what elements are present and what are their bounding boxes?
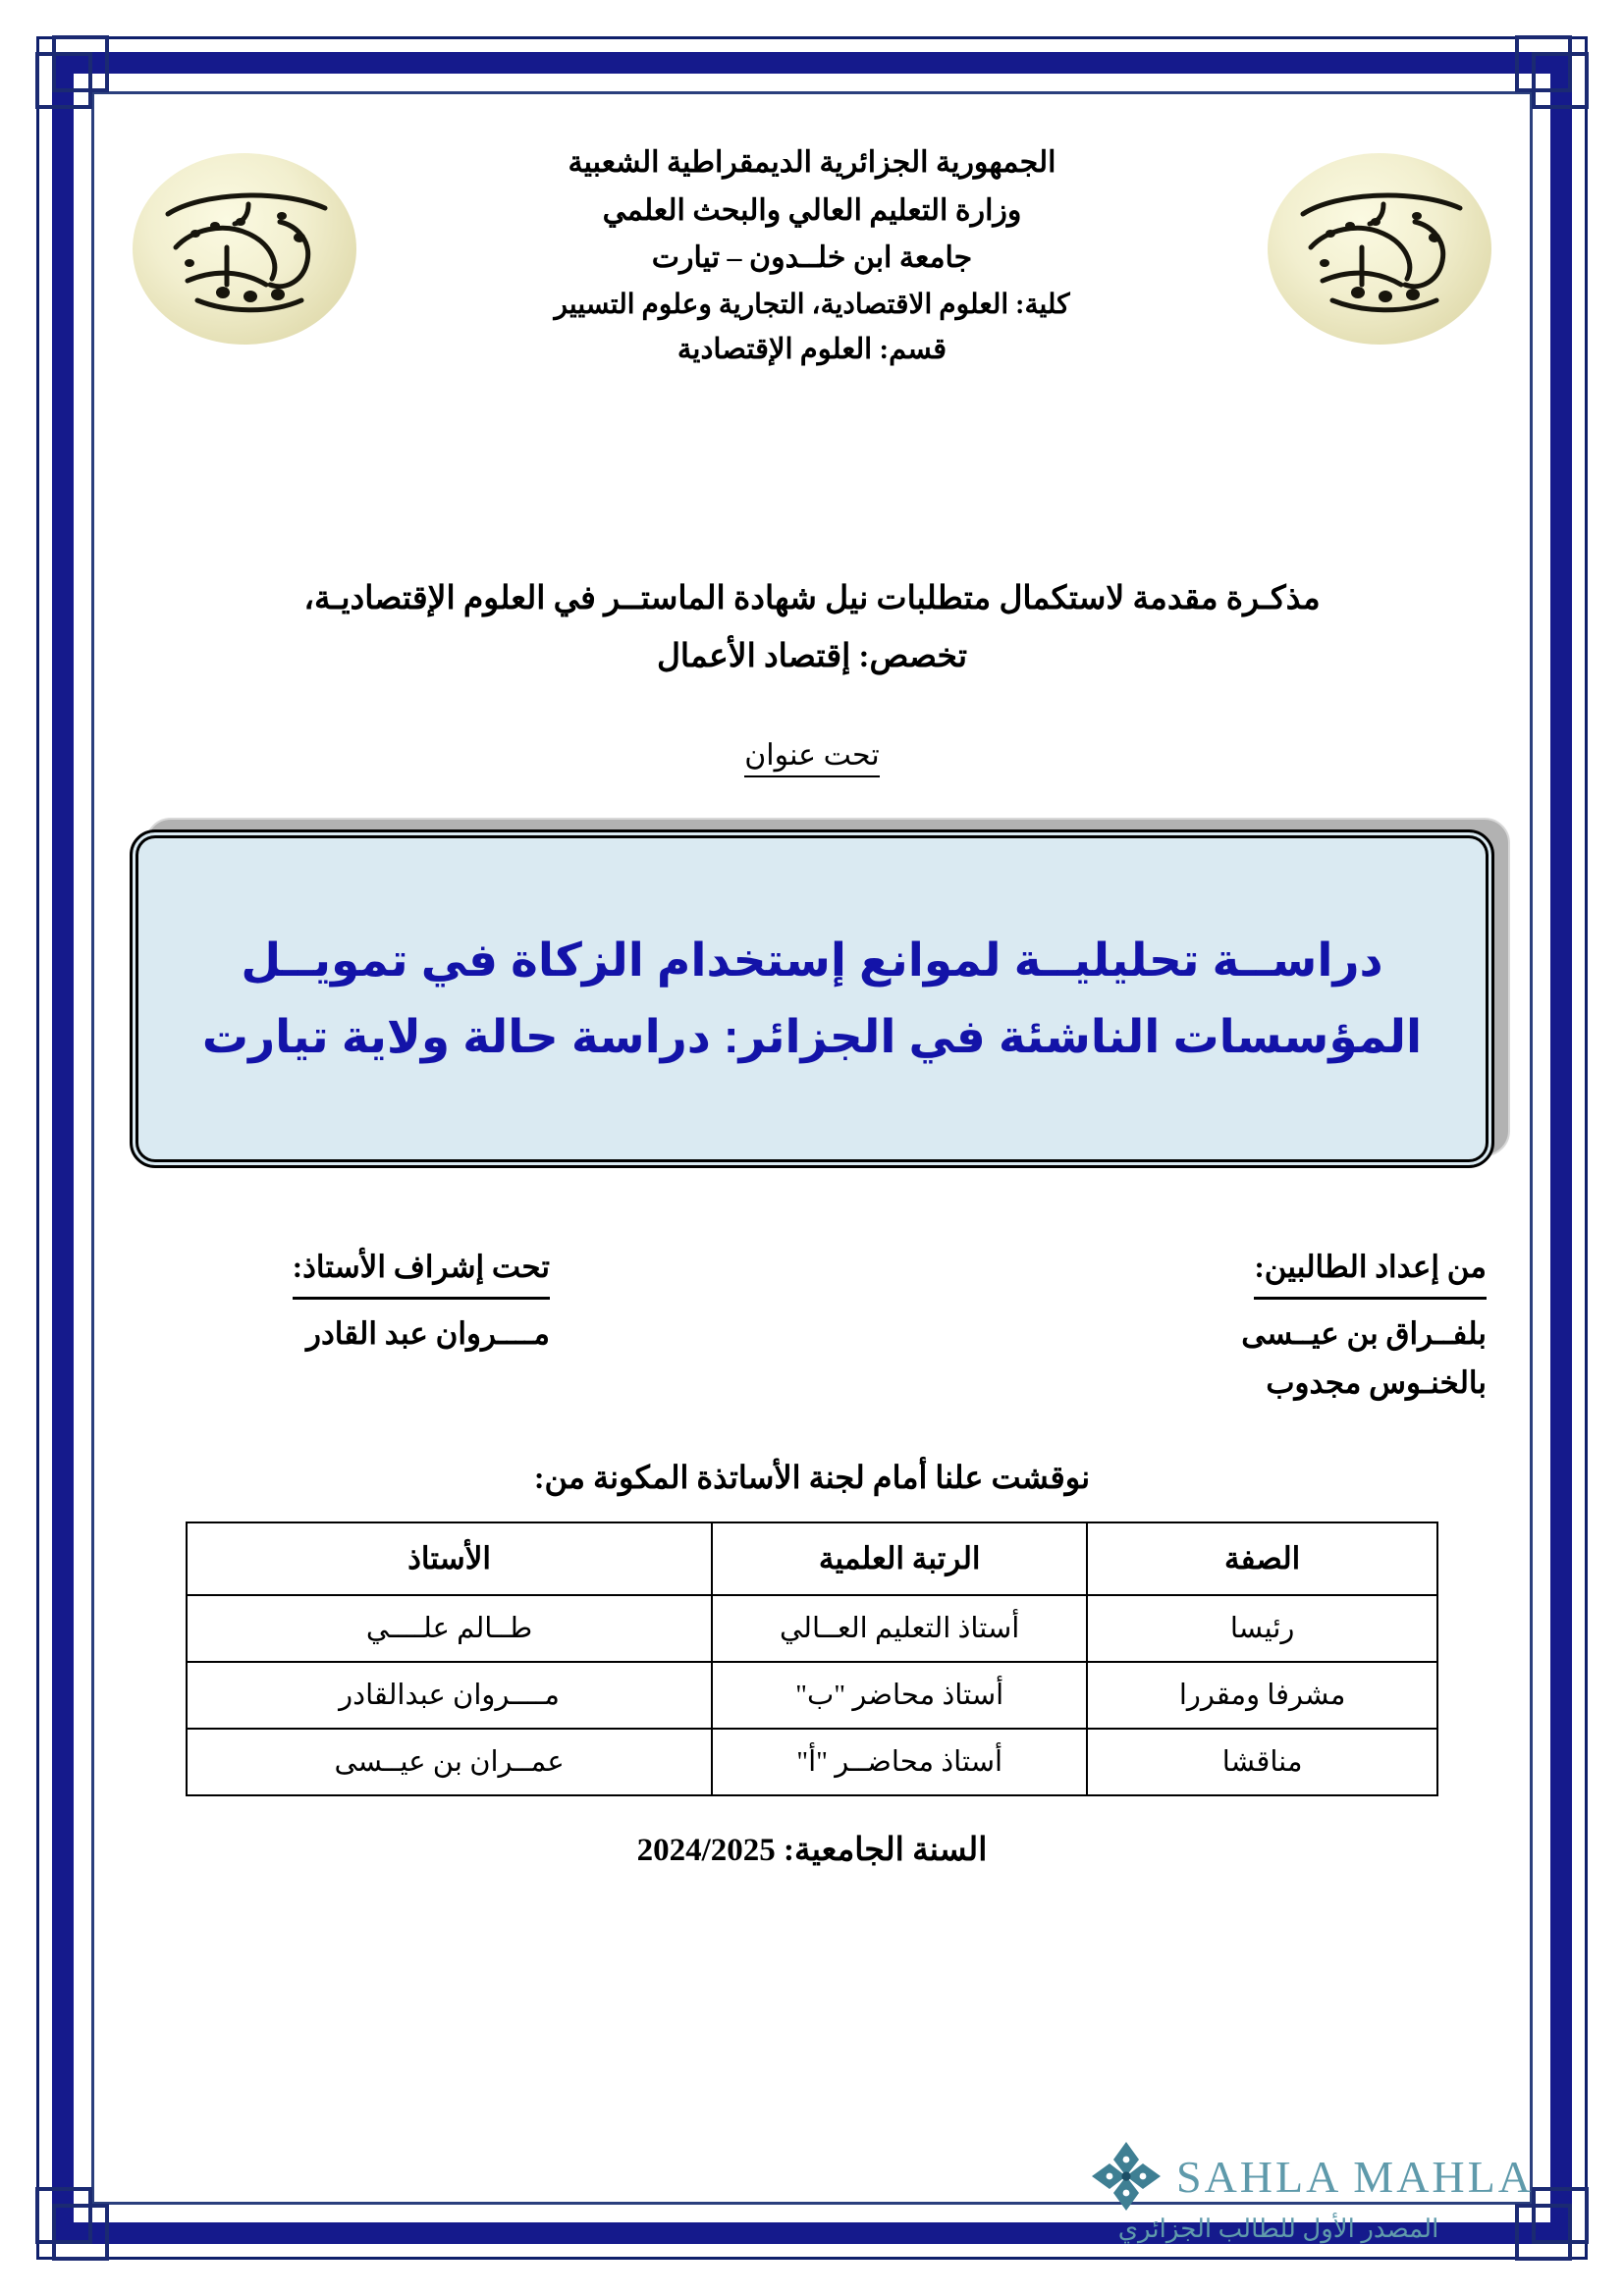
degree-statement xyxy=(108,571,1516,685)
faculty-line: كلية: العلوم الاقتصادية، التجارية وعلوم التسيير xyxy=(554,289,1070,320)
jury-role-1: رئيسا xyxy=(1087,1595,1437,1662)
people-section xyxy=(108,1243,1516,1449)
table-row xyxy=(187,1662,1437,1729)
thesis-title-line-2: المؤسسات الناشئة في الجزائر: دراسة حالة ولاية تيارت xyxy=(201,1010,1423,1062)
under-title-text: تحت عنوان xyxy=(744,739,880,777)
corner-ornament-bottom-left-a xyxy=(52,2204,109,2261)
university-logo-left xyxy=(133,153,356,345)
table-row xyxy=(187,1595,1437,1662)
column-header-professor: الأستاذ xyxy=(187,1522,712,1595)
thesis-title-container xyxy=(130,829,1494,1168)
academic-year: السنة الجامعية: 2024/2025 xyxy=(636,1832,988,1868)
jury-rank-1: أستاذ التعليم العــالي xyxy=(712,1595,1087,1662)
thesis-title-box xyxy=(130,829,1494,1168)
students-heading: من إعداد الطالبين: xyxy=(1254,1243,1487,1300)
jury-table xyxy=(186,1522,1438,1796)
student-name-2: بالخنـوس مجدوب xyxy=(1266,1364,1487,1400)
corner-ornament-top-left-a xyxy=(52,35,109,92)
ministry-line: وزارة التعليم العالي والبحث العلمي xyxy=(602,193,1022,227)
watermark-brand: SAHLA MAHLA xyxy=(1176,2151,1534,2202)
jury-intro-text: نوقشت علنا أمام لجنة الأساتذة المكونة من: xyxy=(533,1459,1091,1495)
thesis-title xyxy=(163,922,1461,1075)
institution-header xyxy=(383,139,1241,373)
supervisor-name: مــــروان عبد القادر xyxy=(306,1315,550,1351)
supervisor-block xyxy=(137,1243,550,1359)
cover-page-content xyxy=(108,108,1516,2188)
watermark-tagline: المصدر الأول للطالب الجزائري xyxy=(1117,2215,1439,2243)
jury-professor-2: مــــروان عبدالقادر xyxy=(187,1662,712,1729)
jury-role-3: مناقشا xyxy=(1087,1729,1437,1795)
corner-ornament-bottom-left-b xyxy=(35,2187,92,2244)
jury-rank-2: أستاذ محاضر "ب" xyxy=(712,1662,1087,1729)
student-name-1: بلفــراق بن عيــسى xyxy=(1241,1315,1487,1351)
corner-ornament-bottom-right-b xyxy=(1532,2187,1589,2244)
university-logo-right xyxy=(1268,153,1491,345)
jury-professor-1: طــالم علــــي xyxy=(187,1595,712,1662)
corner-ornament-top-left-b xyxy=(35,52,92,109)
jury-professor-3: عمــران بن عيــسى xyxy=(187,1729,712,1795)
column-header-role: الصفة xyxy=(1087,1522,1437,1595)
under-title-label xyxy=(108,738,1516,773)
republic-line: الجمهورية الجزائرية الديمقراطية الشعبية xyxy=(568,146,1056,179)
jury-table-header-row xyxy=(187,1522,1437,1595)
jury-rank-3: أستاذ محاضــر "أ" xyxy=(712,1729,1087,1795)
thesis-title-line-1: دراســة تحليليــة لموانع إستخدام الزكاة في تمويــل xyxy=(241,933,1383,986)
column-header-rank: الرتبة العلمية xyxy=(712,1522,1087,1595)
table-row xyxy=(187,1729,1437,1795)
corner-ornament-top-right-a xyxy=(1515,35,1572,92)
department-line: قسم: العلوم الإقتصادية xyxy=(677,334,947,366)
jury-role-2: مشرفا ومقررا xyxy=(1087,1662,1437,1729)
degree-line-1: مذكـرة مقدمة لاستكمال متطلبات نيل شهادة الماستــر في العلوم الإقتصاديـة، xyxy=(303,581,1321,616)
university-line: جامعة ابن خلــدون – تيارت xyxy=(651,241,973,275)
corner-ornament-bottom-right-a xyxy=(1515,2204,1572,2261)
students-block xyxy=(1074,1243,1487,1409)
supervisor-heading: تحت إشراف الأستاذ: xyxy=(293,1243,550,1300)
header-section xyxy=(108,139,1516,434)
corner-ornament-top-right-b xyxy=(1532,52,1589,109)
degree-line-2: تخصص: إقتصاد الأعمال xyxy=(656,638,968,674)
